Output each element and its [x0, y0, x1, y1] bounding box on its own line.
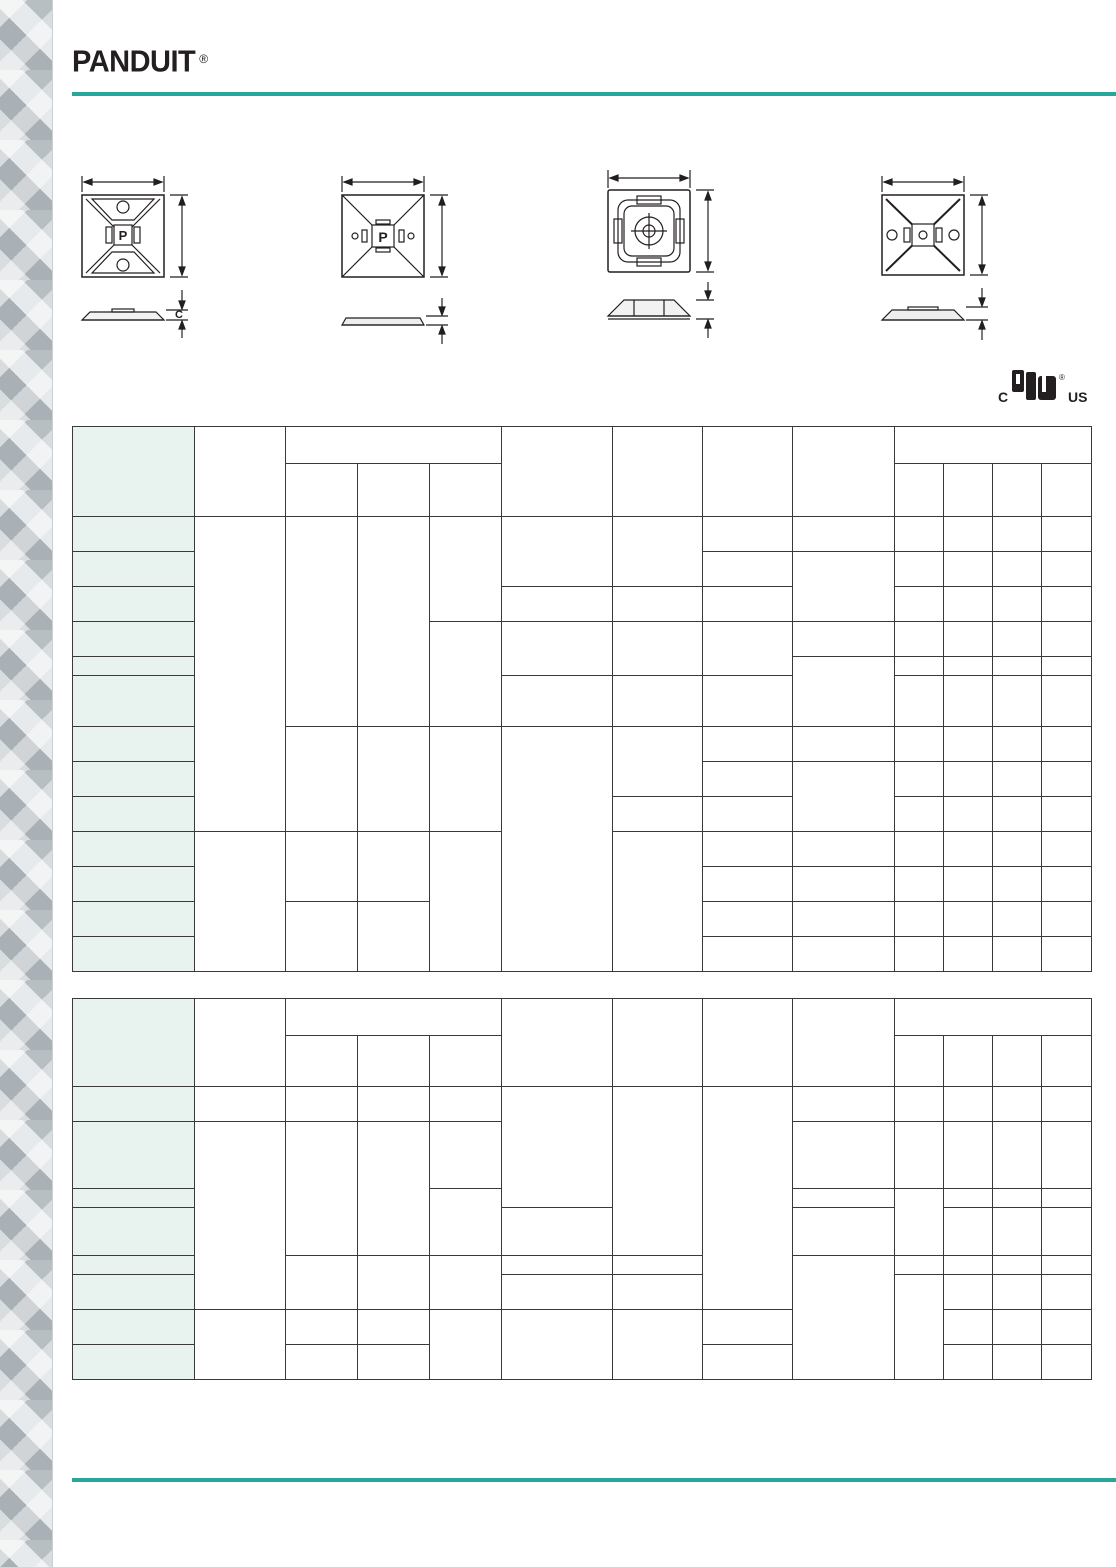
table-cell [993, 587, 1042, 622]
table-cell [944, 1275, 993, 1310]
table-cell [358, 517, 430, 727]
table-cell [993, 657, 1042, 676]
mount-drawing-4-svg [878, 170, 998, 345]
spec-table-2-grid [72, 998, 1092, 1380]
part-cell [73, 867, 195, 902]
header-cell [944, 1036, 993, 1087]
table-cell [944, 657, 993, 676]
table-cell [993, 622, 1042, 657]
part-cell [73, 1275, 195, 1310]
table-cell [895, 1256, 944, 1275]
cert-registered-mark: ® [1059, 373, 1065, 382]
table-cell [793, 552, 895, 622]
table-cell [993, 762, 1042, 797]
table-cell [195, 1310, 286, 1380]
table-row [73, 427, 1092, 464]
table-cell [358, 1345, 430, 1380]
part-cell [73, 832, 195, 867]
table-cell [1042, 1122, 1092, 1189]
table-cell [1042, 937, 1092, 972]
table-cell [703, 552, 793, 587]
header-cell [993, 464, 1042, 517]
table-cell [430, 832, 502, 972]
mount-drawing-1-svg [78, 170, 198, 340]
table-cell [793, 1122, 895, 1189]
part-cell [73, 676, 195, 727]
table-cell [286, 1345, 358, 1380]
table-cell [793, 657, 895, 727]
table-cell [895, 902, 944, 937]
table-cell [993, 552, 1042, 587]
cert-us-mark: US [1068, 389, 1088, 405]
table-cell [993, 832, 1042, 867]
table-cell [430, 1189, 502, 1256]
table-cell [793, 902, 895, 937]
table-cell [430, 1256, 502, 1310]
table-cell [895, 937, 944, 972]
table-cell [613, 587, 703, 622]
table-cell [286, 1310, 358, 1345]
part-cell [73, 797, 195, 832]
table-cell [793, 867, 895, 902]
table-cell [793, 937, 895, 972]
table-cell [1042, 832, 1092, 867]
table-row [73, 1087, 1092, 1122]
table-cell [895, 657, 944, 676]
header-cell [502, 999, 613, 1087]
header-cell [286, 1036, 358, 1087]
header-cell [430, 1036, 502, 1087]
table-cell [358, 727, 430, 832]
table-cell [944, 1122, 993, 1189]
table-cell [703, 622, 793, 676]
table-cell [793, 1189, 895, 1208]
table-cell [993, 727, 1042, 762]
table-cell [944, 676, 993, 727]
header-cell [895, 464, 944, 517]
table-cell [286, 1256, 358, 1310]
table-cell [1042, 1087, 1092, 1122]
part-cell [73, 902, 195, 937]
table-cell [895, 587, 944, 622]
table-cell [613, 1310, 703, 1380]
header-cell-group [895, 427, 1092, 464]
table-cell [944, 552, 993, 587]
header-cell [1042, 1036, 1092, 1087]
table-cell [703, 762, 793, 797]
table-cell [502, 1310, 613, 1380]
table-cell [613, 727, 703, 797]
table-cell [1042, 622, 1092, 657]
table-cell [944, 1345, 993, 1380]
table-cell [613, 832, 703, 972]
table-cell [1042, 902, 1092, 937]
table-cell [613, 1087, 703, 1256]
mount-drawing-3-svg [604, 164, 724, 339]
part-cell [73, 1345, 195, 1380]
table-cell [358, 832, 430, 902]
table-cell [793, 762, 895, 832]
table-cell [502, 587, 613, 622]
header-cell [613, 999, 703, 1087]
table-cell [895, 1087, 944, 1122]
table-cell [703, 727, 793, 762]
table-cell [895, 832, 944, 867]
table-cell [430, 1310, 502, 1380]
table-cell [793, 832, 895, 867]
table-cell [944, 832, 993, 867]
table-cell [1042, 1189, 1092, 1208]
table-cell [793, 1087, 895, 1122]
table-cell [993, 797, 1042, 832]
header-cell [793, 999, 895, 1087]
cert-svg [996, 366, 1096, 406]
table-cell [944, 1256, 993, 1275]
table-cell [944, 517, 993, 552]
table-cell [895, 552, 944, 587]
table-cell [430, 517, 502, 622]
table-cell [993, 1345, 1042, 1380]
table-cell [502, 1275, 613, 1310]
part-cell [73, 1256, 195, 1275]
table-cell [703, 517, 793, 552]
part-cell [73, 1122, 195, 1189]
table-cell [613, 676, 703, 727]
table-cell [613, 1256, 703, 1275]
table-cell [430, 727, 502, 832]
part-cell [73, 727, 195, 762]
part-cell [73, 1189, 195, 1208]
table-cell [895, 762, 944, 797]
table-cell [1042, 676, 1092, 727]
table-cell [793, 1256, 895, 1380]
table-cell [993, 1256, 1042, 1275]
table-cell [793, 622, 895, 657]
header-cell-group [895, 999, 1092, 1036]
table-cell [703, 867, 793, 902]
table-cell [895, 676, 944, 727]
header-cell-part [73, 999, 195, 1087]
table-cell [286, 1122, 358, 1256]
ul-certification-mark [996, 366, 1096, 406]
table-cell [1042, 587, 1092, 622]
table-cell [993, 517, 1042, 552]
registered-mark: ® [199, 52, 209, 66]
table-cell [286, 902, 358, 972]
table-cell [1042, 1275, 1092, 1310]
header-cell [703, 427, 793, 517]
table-cell [1042, 727, 1092, 762]
spec-table-1 [72, 426, 1091, 972]
spec-table-1-grid [72, 426, 1092, 972]
header-cell [358, 464, 430, 517]
header-cell [944, 464, 993, 517]
table-cell [286, 517, 358, 727]
table-cell [703, 937, 793, 972]
header-cell-group [286, 999, 502, 1036]
header-cell [286, 464, 358, 517]
decorative-side-strip [0, 0, 53, 1567]
table-cell [613, 1275, 703, 1310]
table-cell [1042, 867, 1092, 902]
table-cell [993, 1122, 1042, 1189]
cert-c-mark: C [998, 389, 1009, 405]
table-cell [358, 902, 430, 972]
header-cell [793, 427, 895, 517]
header-cell [502, 427, 613, 517]
part-cell [73, 1310, 195, 1345]
table-cell [993, 1310, 1042, 1345]
table-cell [286, 1087, 358, 1122]
table-cell [502, 622, 613, 676]
table-cell [1042, 517, 1092, 552]
table-cell [195, 832, 286, 972]
part-cell [73, 1087, 195, 1122]
table-cell [502, 676, 613, 727]
table-cell [895, 867, 944, 902]
table-cell [944, 587, 993, 622]
header-cell [430, 464, 502, 517]
table-cell [993, 867, 1042, 902]
table-cell [944, 1208, 993, 1256]
mount-drawing-4 [878, 170, 998, 345]
table-cell [1042, 657, 1092, 676]
table-cell [703, 587, 793, 622]
table-cell [793, 727, 895, 762]
table-cell [195, 1087, 286, 1122]
brand-name: PANDUIT [72, 45, 196, 79]
table-cell [703, 797, 793, 832]
table-cell [195, 517, 286, 832]
table-cell [703, 1087, 793, 1310]
table-cell [195, 1122, 286, 1310]
mount-drawing-1 [78, 170, 198, 340]
table-cell [993, 1087, 1042, 1122]
table-cell [703, 832, 793, 867]
table-cell [993, 676, 1042, 727]
table-cell [358, 1310, 430, 1345]
table-cell [993, 902, 1042, 937]
table-cell [944, 727, 993, 762]
table-cell [502, 1208, 613, 1256]
spec-table-2 [72, 998, 1091, 1380]
table-cell [502, 1087, 613, 1208]
table-cell [430, 1087, 502, 1122]
header-cell [195, 999, 286, 1087]
mount-drawing-2 [338, 170, 458, 345]
part-cell [73, 587, 195, 622]
table-cell [703, 902, 793, 937]
table-cell [502, 517, 613, 587]
part-cell [73, 552, 195, 587]
table-cell [1042, 762, 1092, 797]
header-cell [358, 1036, 430, 1087]
table-cell [895, 622, 944, 657]
part-cell [73, 1208, 195, 1256]
table-cell [895, 727, 944, 762]
table-cell [993, 1275, 1042, 1310]
part-cell [73, 937, 195, 972]
table-row [73, 517, 1092, 552]
dimension-c-label: C [175, 309, 183, 321]
header-rule [72, 92, 1116, 96]
part-cell [73, 517, 195, 552]
table-cell [1042, 1208, 1092, 1256]
table-cell [944, 867, 993, 902]
header-cell [703, 999, 793, 1087]
table-cell [703, 1310, 793, 1345]
footer-rule [72, 1478, 1116, 1482]
table-row [73, 999, 1092, 1036]
table-cell [793, 1208, 895, 1256]
table-cell [613, 517, 703, 587]
header-cell [1042, 464, 1092, 517]
part-cell [73, 657, 195, 676]
table-cell [993, 1189, 1042, 1208]
table-cell [1042, 552, 1092, 587]
table-cell [358, 1122, 430, 1256]
table-cell [944, 902, 993, 937]
table-cell [944, 1087, 993, 1122]
part-cell [73, 622, 195, 657]
table-cell [703, 676, 793, 727]
table-cell [944, 762, 993, 797]
table-cell [895, 1122, 944, 1189]
table-cell [895, 797, 944, 832]
header-cell [895, 1036, 944, 1087]
header-cell-group [286, 427, 502, 464]
table-cell [430, 622, 502, 727]
mount-drawing-2-svg [338, 170, 458, 345]
table-cell [1042, 1256, 1092, 1275]
header-cell-part [73, 427, 195, 517]
table-cell [793, 517, 895, 552]
table-cell [944, 622, 993, 657]
part-cell [73, 762, 195, 797]
table-cell [430, 1122, 502, 1189]
table-cell [895, 1275, 944, 1380]
table-cell [1042, 1310, 1092, 1345]
table-cell [944, 1189, 993, 1208]
table-cell [895, 517, 944, 552]
brand-logo [72, 46, 208, 80]
svg-text:P: P [378, 229, 388, 245]
table-cell [502, 727, 613, 972]
header-cell [613, 427, 703, 517]
table-cell [944, 1310, 993, 1345]
table-cell [613, 797, 703, 832]
table-cell [895, 1189, 944, 1256]
table-cell [613, 622, 703, 676]
table-cell [993, 1208, 1042, 1256]
table-cell [1042, 1345, 1092, 1380]
table-cell [703, 1345, 793, 1380]
header-cell [993, 1036, 1042, 1087]
table-cell [944, 937, 993, 972]
table-cell [502, 1256, 613, 1275]
table-cell [1042, 797, 1092, 832]
table-cell [358, 1087, 430, 1122]
svg-text:P: P [118, 228, 128, 243]
table-cell [944, 797, 993, 832]
mount-drawing-3 [604, 164, 724, 339]
table-cell [358, 1256, 430, 1310]
table-cell [286, 832, 358, 902]
table-cell [993, 937, 1042, 972]
table-cell [286, 727, 358, 832]
header-cell [195, 427, 286, 517]
